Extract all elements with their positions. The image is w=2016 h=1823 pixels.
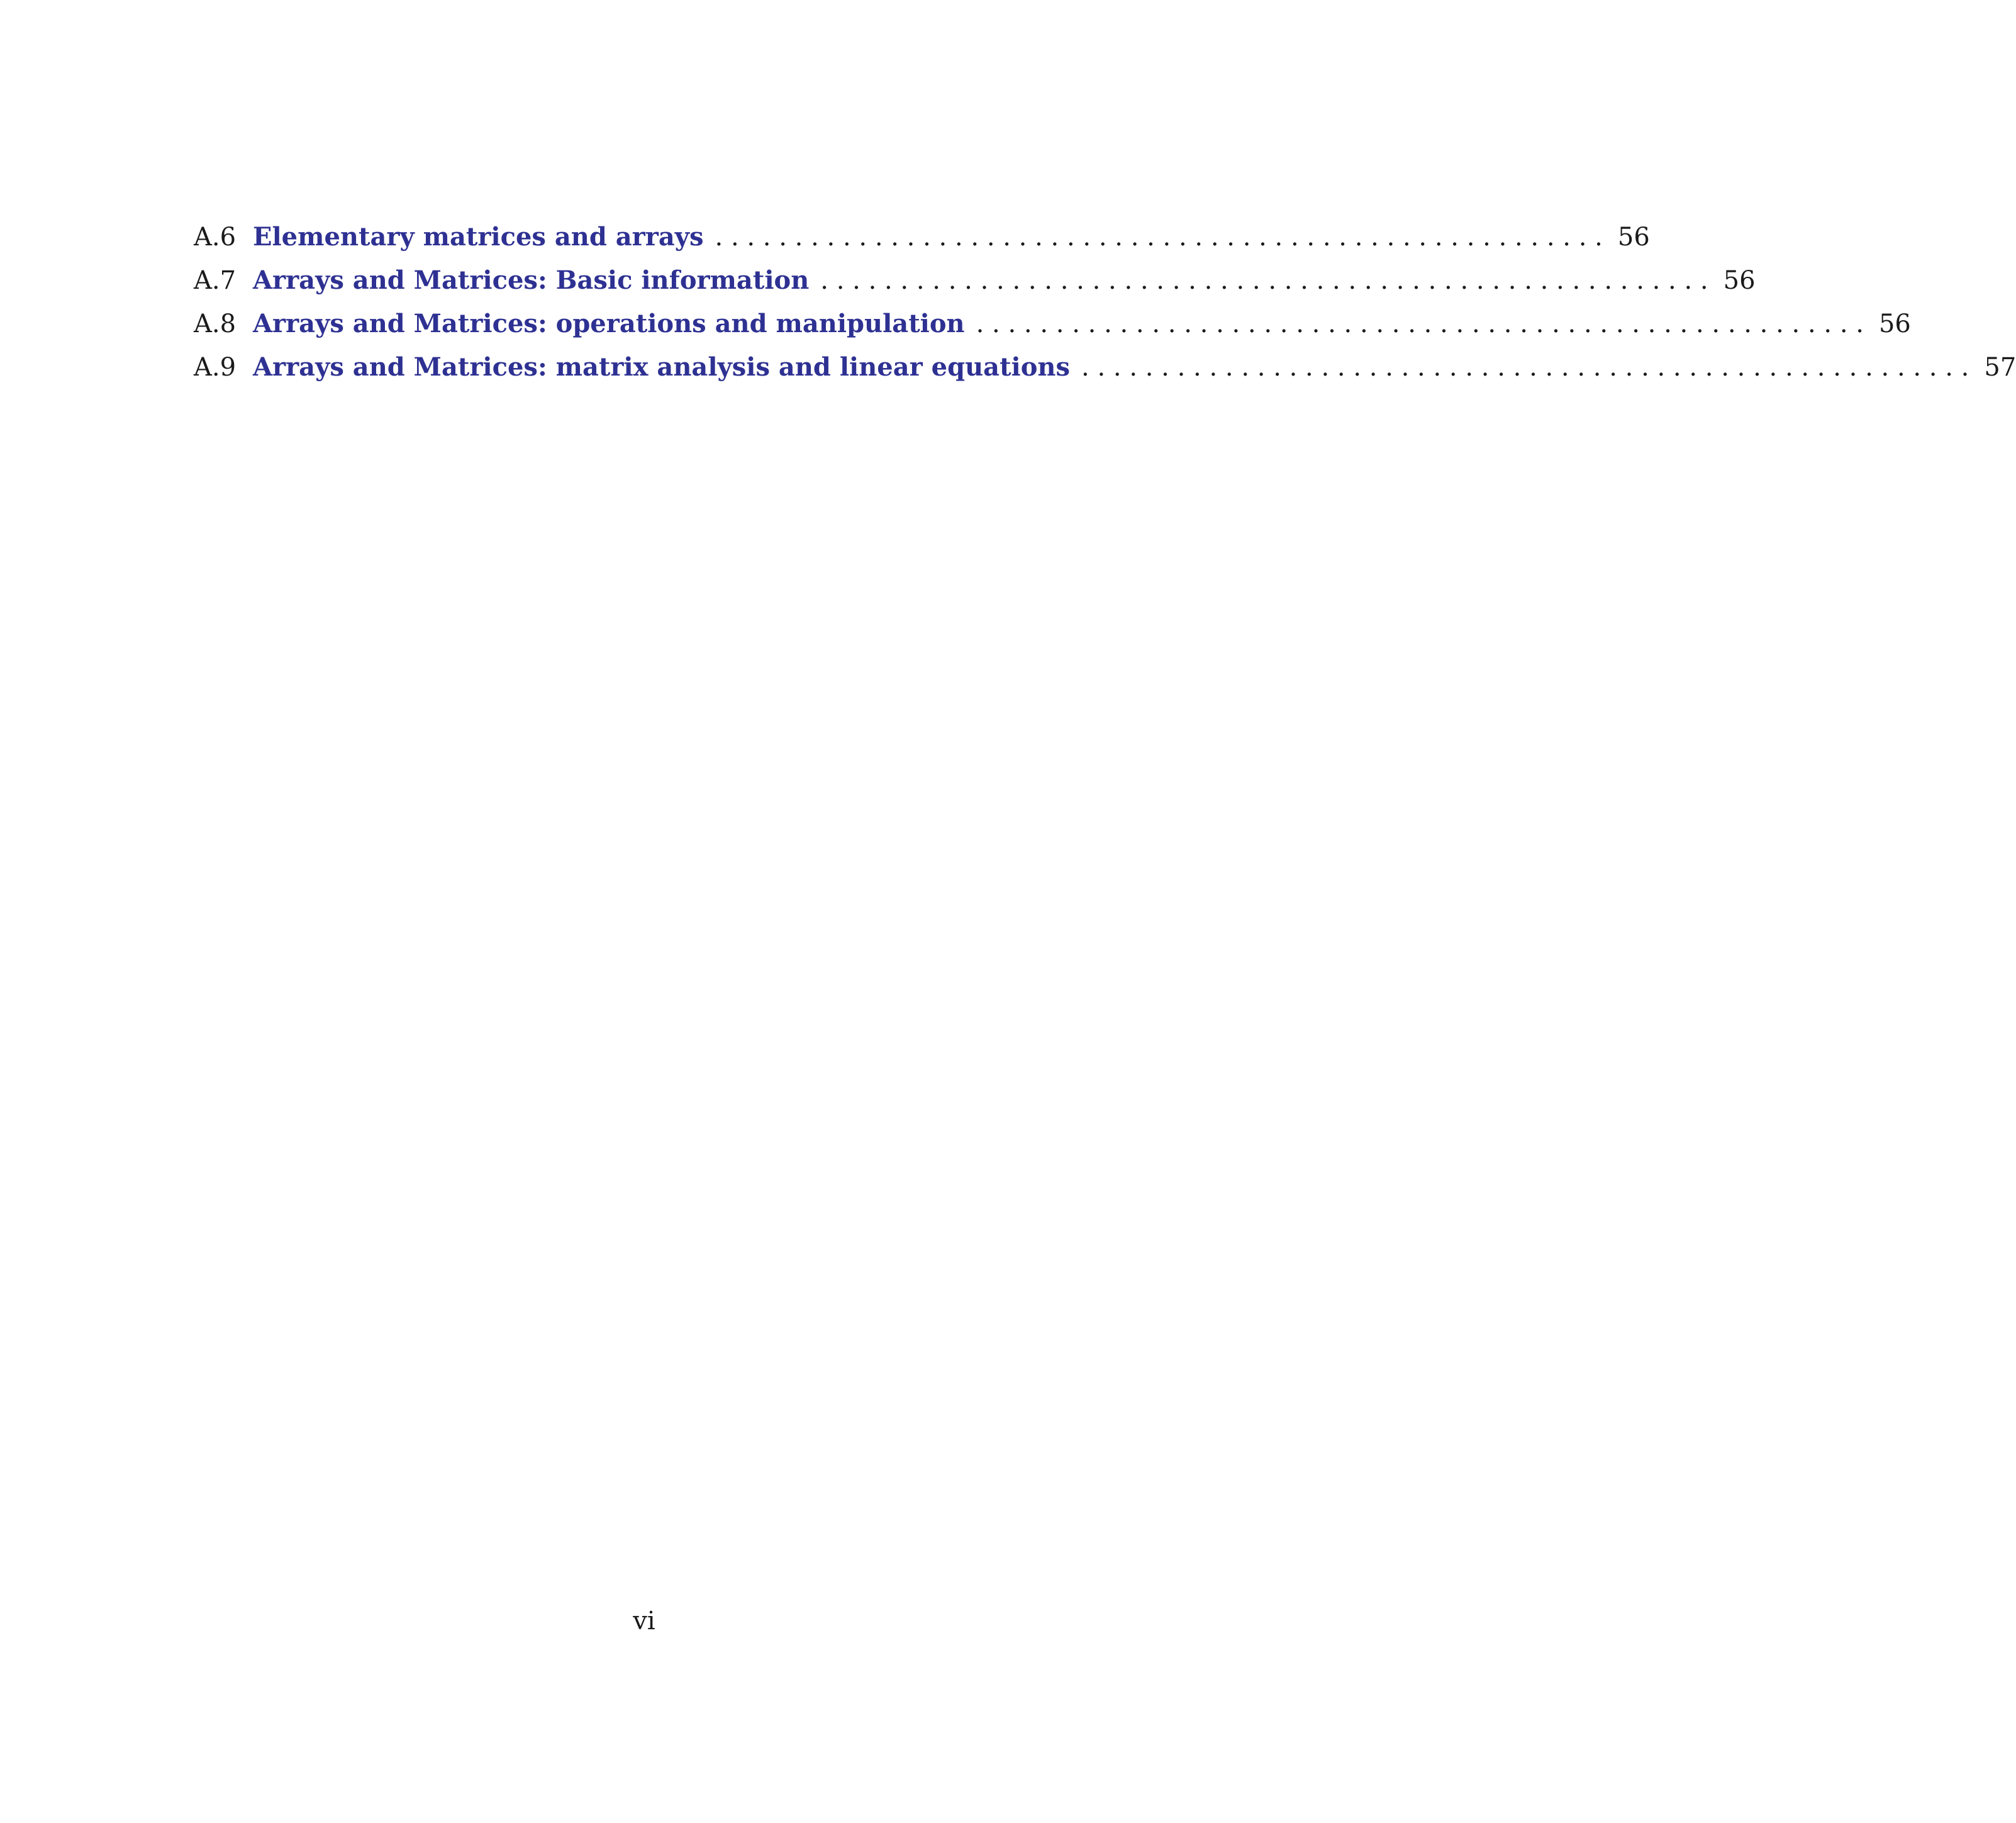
toc-entry-page: 56	[1723, 266, 1756, 295]
toc-entry-number: A.6	[194, 223, 237, 252]
toc-entry-page: 56	[1617, 223, 1650, 252]
toc-entry-title-link[interactable]: Arrays and Matrices: matrix analysis and linear equations	[253, 352, 1071, 382]
toc-entry-number: A.9	[194, 353, 237, 382]
dot-leader: . . . . . . . . . . . . . . . . . . . . . . . . . . . . . . . . . . . . . . . . . . . . . . . . . . . . . . . .	[976, 309, 1864, 338]
toc-entry-a7[interactable]	[194, 259, 1756, 302]
toc-entry-a9[interactable]	[194, 345, 2016, 389]
dot-leader: . . . . . . . . . . . . . . . . . . . . . . . . . . . . . . . . . . . . . . . . . . . . . . . . . . . . . . . .	[1081, 353, 1969, 382]
toc-entry-title-link[interactable]: Arrays and Matrices: Basic information	[253, 265, 810, 295]
toc-entry-page: 56	[1878, 309, 1911, 338]
dot-leader: . . . . . . . . . . . . . . . . . . . . . . . . . . . . . . . . . . . . . . . . . . . . . . . . . . . . . . . .	[715, 223, 1603, 252]
toc-entry-title-link[interactable]: Arrays and Matrices: operations and manipulation	[253, 309, 965, 338]
toc-entry-title-link[interactable]: Elementary matrices and arrays	[253, 222, 704, 252]
toc-entry-page: 57	[1984, 353, 2016, 382]
table-of-contents	[194, 215, 2016, 389]
dot-leader: . . . . . . . . . . . . . . . . . . . . . . . . . . . . . . . . . . . . . . . . . . . . . . . . . . . . . . . .	[820, 266, 1708, 295]
toc-entry-number: A.7	[194, 266, 237, 295]
toc-entry-a6[interactable]	[194, 215, 1650, 259]
toc-entry-number: A.8	[194, 309, 237, 338]
page-number: vi	[633, 1607, 655, 1636]
toc-entry-a8[interactable]	[194, 302, 1911, 345]
